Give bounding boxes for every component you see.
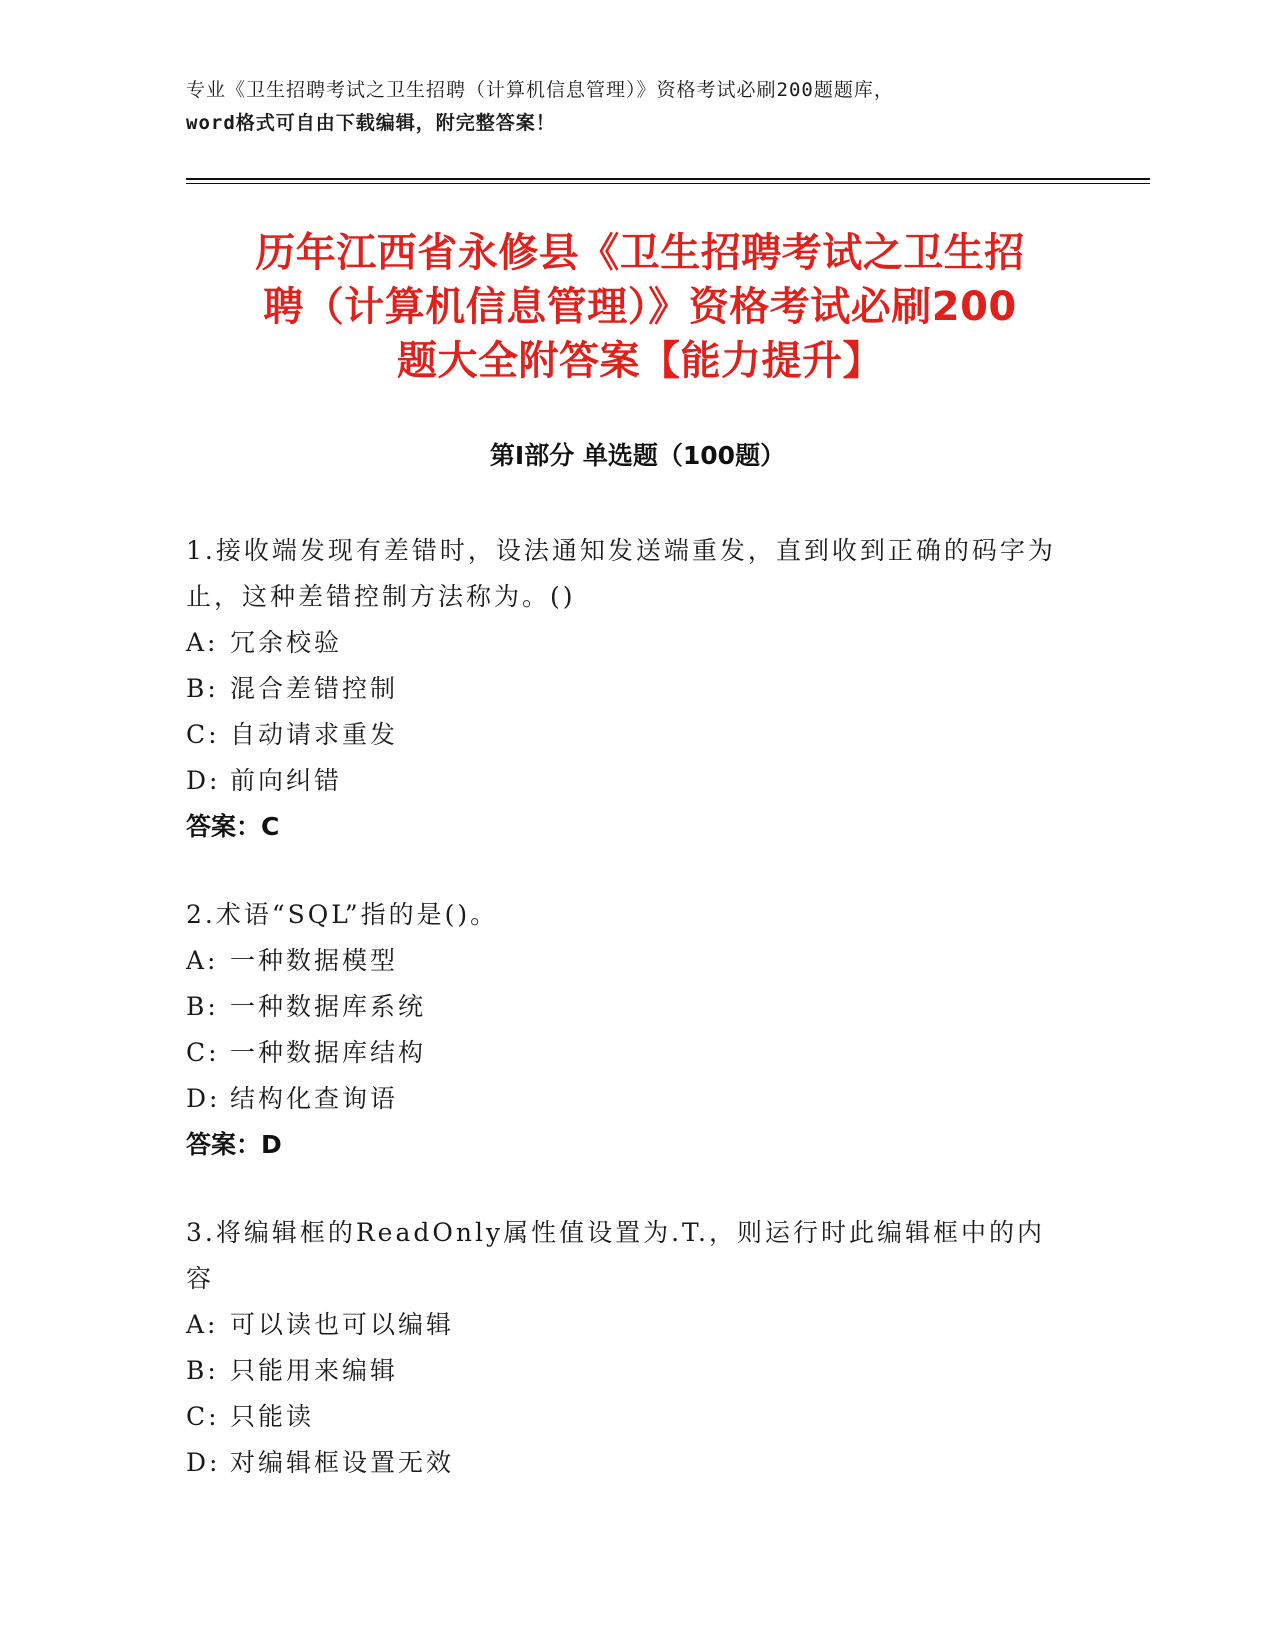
option-c [186, 712, 1066, 758]
option-text: 自动请求重发 [230, 720, 399, 749]
question-text: 2.术语“SQL”指的是()。 [186, 900, 499, 929]
header-rule-thick [186, 178, 1150, 180]
option-key: A: [186, 1310, 219, 1339]
option-b [186, 666, 1066, 712]
option-key: A: [186, 628, 219, 657]
section-title: 第Ⅰ部分 单选题（100题） [489, 441, 786, 470]
option-text: 可以读也可以编辑 [230, 1310, 455, 1339]
option-key: D: [186, 1084, 221, 1113]
option-text: 前向纠错 [230, 766, 343, 795]
document-header [186, 74, 1086, 140]
question-text: 3.将编辑框的ReadOnly属性值设置为.T.，则运行时此编辑框中的内容 [186, 1218, 1045, 1293]
title-line-1: 历年江西省永修县《卫生招聘考试之卫生招 [255, 230, 1025, 276]
option-c [186, 1394, 1066, 1440]
question-list [186, 528, 1066, 1528]
option-text: 一种数据库结构 [230, 1038, 427, 1067]
option-text: 结构化查询语 [230, 1084, 399, 1113]
option-text: 只能用来编辑 [230, 1356, 399, 1385]
option-text: 一种数据模型 [230, 946, 399, 975]
option-key: D: [186, 1448, 221, 1477]
option-text: 混合差错控制 [230, 674, 399, 703]
option-text: 一种数据库系统 [230, 992, 427, 1021]
header-rule-thin [186, 183, 1150, 184]
option-key: B: [186, 1356, 219, 1385]
header-line-2: word格式可自由下载编辑，附完整答案！ [186, 112, 556, 134]
title-line-2: 聘（计算机信息管理）》资格考试必刷200 [263, 284, 1017, 330]
option-b [186, 984, 1066, 1030]
option-key: D: [186, 766, 221, 795]
option-d [186, 758, 1066, 804]
question-text: 1.接收端发现有差错时，设法通知发送端重发，直到收到正确的码字为止，这种差错控制方法称为。() [186, 536, 1056, 611]
option-key: B: [186, 992, 219, 1021]
answer-label: 答案：C [186, 812, 280, 841]
option-text: 只能读 [230, 1402, 315, 1431]
question-2 [186, 892, 1066, 1168]
option-key: C: [186, 1038, 220, 1067]
option-text: 冗余校验 [230, 628, 343, 657]
option-a [186, 938, 1066, 984]
option-d [186, 1076, 1066, 1122]
option-key: C: [186, 720, 220, 749]
option-d [186, 1440, 1066, 1486]
option-text: 对编辑框设置无效 [230, 1448, 455, 1477]
option-b [186, 1348, 1066, 1394]
option-key: A: [186, 946, 219, 975]
document-title [180, 226, 1100, 388]
option-key: B: [186, 674, 219, 703]
header-line-1: 专业《卫生招聘考试之卫生招聘（计算机信息管理）》资格考试必刷200题题库， [186, 79, 894, 101]
option-key: C: [186, 1402, 220, 1431]
answer-label: 答案：D [186, 1130, 282, 1159]
option-a [186, 620, 1066, 666]
question-3 [186, 1210, 1066, 1486]
question-1 [186, 528, 1066, 850]
option-c [186, 1030, 1066, 1076]
option-a [186, 1302, 1066, 1348]
title-line-3: 题大全附答案【能力提升】 [397, 338, 883, 384]
